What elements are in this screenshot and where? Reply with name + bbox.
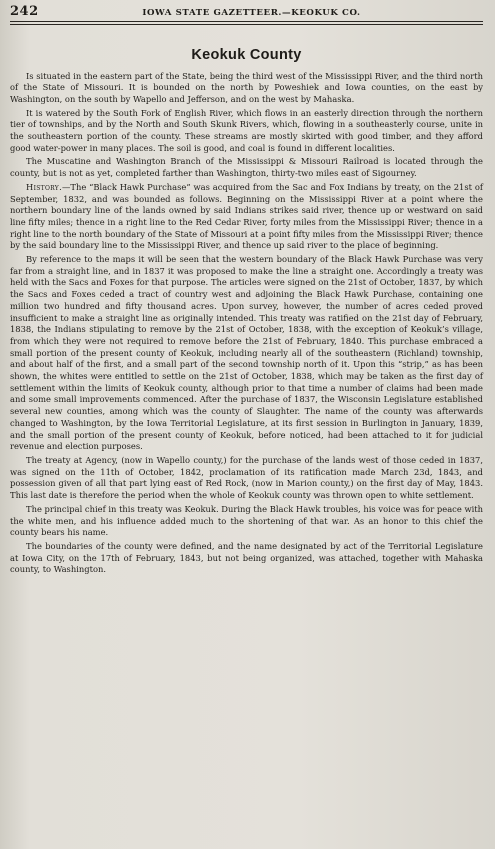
- article-body: [10, 71, 483, 577]
- paragraph: History.—The “Black Hawk Purchase” was acquired from the Sac and Fox Indians by treaty, on the 21st of September, 1832, and was bounded as follows. Beginning on the Mississippi River at a point where the northern boundary line of the lands owned by said Indians strikes said river, thence up or westward on said line fifty miles; thence in a right line to the Red Cedar River, forty miles from the Mississippi River; thence in a right line to the north boundary of the State of Missouri at a point fifty miles from the Mississippi River; thence by the said boundary line to the Mississippi River, and thence up said river to the place of beginning.: [10, 181, 483, 251]
- header-rule-thin: [10, 24, 483, 25]
- paragraph: By reference to the maps it will be seen that the western boundary of the Black Hawk Purchase was very far from a straight line, and in 1837 it was proposed to make the line a straight one. Accordingly a treaty was held with the Sacs and Foxes for that purpose. The articles were signed on the 21st of October, 1837, by which the Sacs and Foxes ceded a tract of country west and adjoining the Black Hawk Purchase, containing one million two hundred and fifty thousand acres. Upon survey, however, the number of acres ceded proved insufficient to make a straight line as originally intended. This treaty was ratified on the 21st day of February, 1838, the Indians stipulating to remove by the 21st of October, 1838, with the exception of Keokuk’s village, from which they were not required to remove before the 21st of February, 1840. This purchase embraced a small portion of the present county of Keokuk, including nearly all of the southeastern (Richland) township, and about half of the first, and a small part of the second township north of it. Upon this “strip,” as has been shown, the whites were entitled to settle on the 21st of October, 1838, which may be taken as the first day of settlement within the limits of Keokuk county, although prior to that time a number of claims had been made and some small improvements commenced. After the purchase of 1837, the Wisconsin Legislature established several new counties, among which was the county of Slaughter. The name of the county was afterwards changed to Washington, by the Iowa Territorial Legislature, at its first session in Burlington in January, 1839, and the small portion of the present county of Keokuk, before noticed, had been attached to it for judicial revenue and election purposes.: [10, 254, 483, 452]
- running-header: [10, 4, 483, 20]
- paragraph: The Muscatine and Washington Branch of the Mississippi & Missouri Railroad is located through the county, but is not as yet, completed farther than Washington, thirty-two miles east of Sigourney.: [10, 156, 483, 179]
- paragraph: Is situated in the eastern part of the State, being the third west of the Mississippi River, and the third north of the State of Missouri. It is bounded on the north by Poweshiek and Iowa counties, on the east by Washington, on the south by Wapello and Jefferson, and on the west by Mahaska.: [10, 70, 483, 104]
- page-number: 242: [10, 4, 39, 19]
- running-title: IOWA STATE GAZETTEER.—KEOKUK CO.: [142, 8, 361, 18]
- paragraph: The treaty at Agency, (now in Wapello county,) for the purchase of the lands west of those ceded in 1837, was signed on the 11th of October, 1842, proclamation of its ratification made March 23d, 1843, and possession given of all that part lying east of Red Rock, (now in Marion county,) on the first day of May, 1843. This last date is therefore the period when the whole of Keokuk county was thrown open to white settlement.: [10, 455, 483, 501]
- header-rule: [10, 21, 483, 22]
- section-title: Keokuk County: [191, 46, 302, 63]
- paragraph: The principal chief in this treaty was Keokuk. During the Black Hawk troubles, his voice was for peace with the white men, and his influence added much to the shortening of that war. As an honor to this chief the county bears his name.: [10, 503, 483, 538]
- paragraph: The boundaries of the county were defined, and the name designated by act of the Territorial Legislature at Iowa City, on the 17th of February, 1843, but not being organized, was attached, together with Mahaska county, to Washington.: [10, 540, 483, 575]
- paragraph: It is watered by the South Fork of English River, which flows in an easterly direction through the northern tier of townships, and by the North and South Skunk Rivers, which, flowing in a southeasterly course, unite in the southeastern portion of the county. These streams are mostly skirted with good timber, and they afford good water-power in many places. The soil is good, and coal is found in different localities.: [10, 107, 483, 153]
- history-lead: History.: [26, 181, 63, 192]
